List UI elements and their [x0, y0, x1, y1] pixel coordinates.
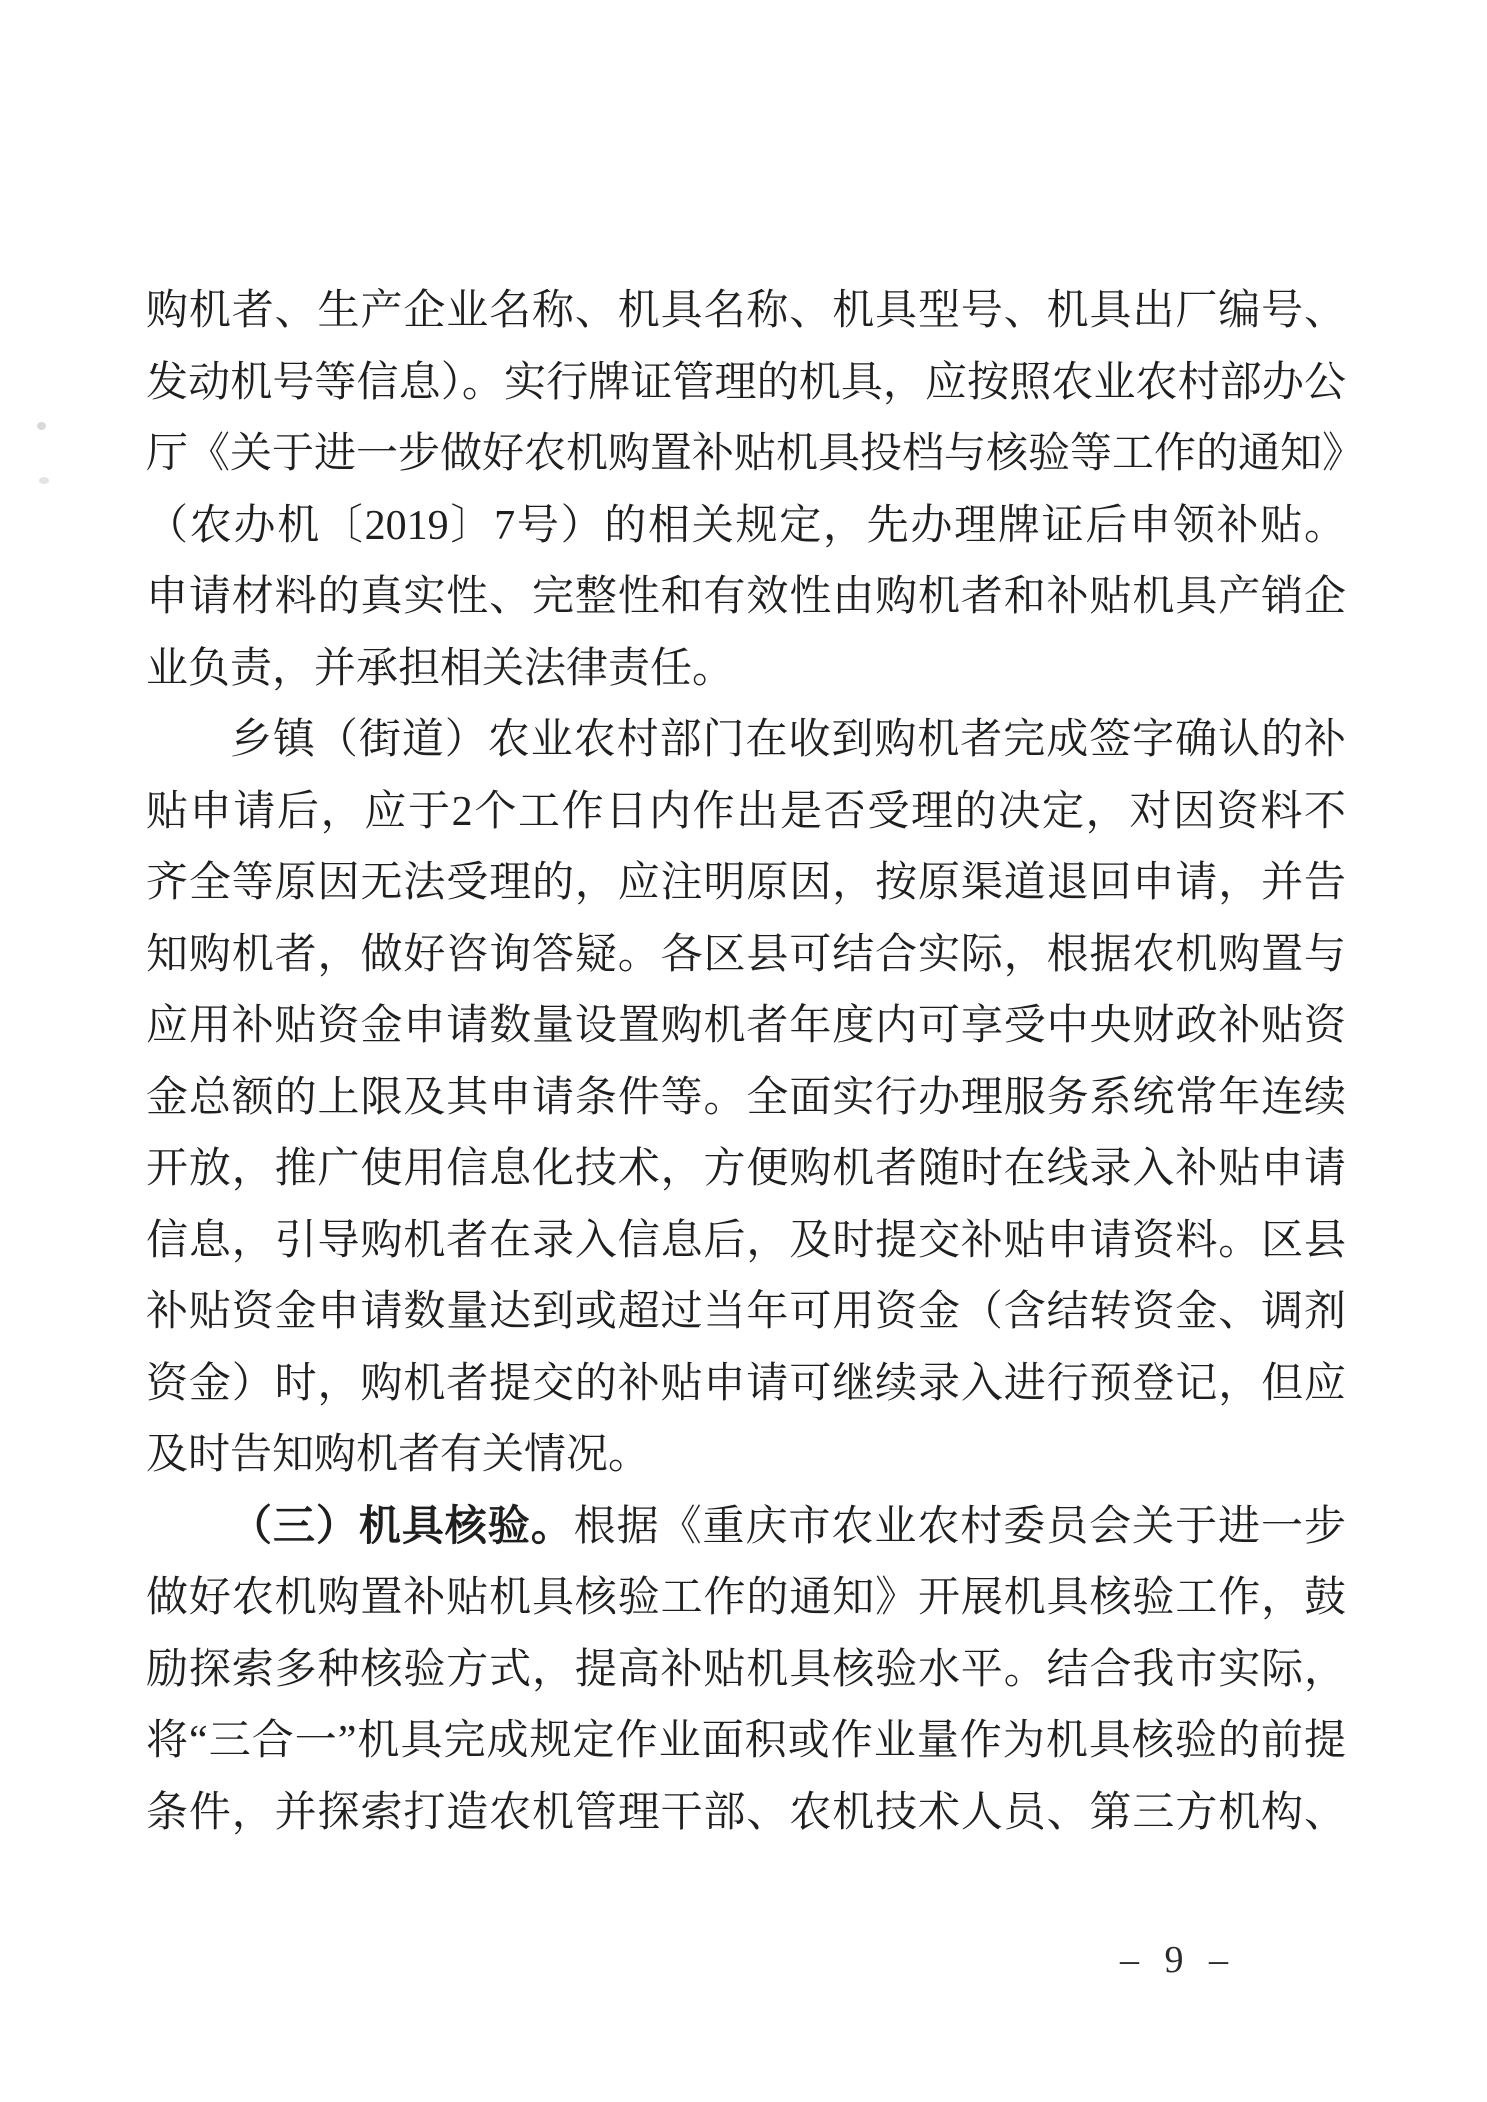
text-line-content: 信息，引导购机者在录入信息后，及时提交补贴申请资料。区县: [146, 1217, 1346, 1264]
text-line-content: （农办机〔2019〕7号）的相关规定，先办理牌证后申领补贴。: [146, 502, 1346, 549]
text-line-content: 金总额的上限及其申请条件等。全面实行办理服务系统常年连续: [146, 1074, 1346, 1121]
text-line: [146, 777, 1346, 849]
body-text: [146, 276, 1365, 1849]
text-line: [146, 562, 1346, 634]
page-number: – 9 –: [1120, 1939, 1236, 1981]
scan-artifact: [39, 477, 49, 484]
text-line-content: 贴申请后，应于2个工作日内作出是否受理的决定，对因资料不: [146, 788, 1346, 835]
text-line-content: 资金）时，购机者提交的补贴申请可继续录入进行预登记，但应: [146, 1360, 1346, 1407]
text-line: [146, 1778, 1346, 1850]
text-line: [146, 491, 1346, 563]
text-line: [146, 276, 1346, 348]
text-line: [146, 1420, 1346, 1492]
text-line-content: 将“三合一”机具完成规定作业面积或作业量作为机具核验的前提: [146, 1718, 1346, 1764]
text-line-content: 补贴资金申请数量达到或超过当年可用资金（含结转资金、调剂: [146, 1289, 1346, 1335]
text-line: [146, 1635, 1346, 1707]
text-line: [146, 1206, 1346, 1278]
text-line: [146, 705, 1346, 777]
text-line: [146, 1492, 1346, 1564]
paragraph-heading: （三）机具核验。: [230, 1503, 574, 1550]
text-line: [146, 1063, 1346, 1135]
text-line: [146, 419, 1365, 491]
text-line: [146, 1563, 1346, 1635]
text-line: [146, 348, 1346, 420]
text-line: [146, 1134, 1346, 1206]
text-line: [146, 634, 1346, 706]
text-line-content: 发动机号等信息）。实行牌证管理的机具，应按照农业农村部办公: [146, 359, 1346, 406]
text-line: [146, 1277, 1346, 1349]
text-line-content: 开放，推广使用信息化技术，方便购机者随时在线录入补贴申请: [146, 1146, 1346, 1192]
text-line-content: 及时告知购机者有关情况。: [146, 1432, 651, 1478]
text-line-content: 做好农机购置补贴机具核验工作的通知》开展机具核验工作，鼓: [146, 1575, 1346, 1621]
text-line-content: 根据《重庆市农业农村委员会关于进一步: [573, 1503, 1346, 1550]
text-line-content: 应用补贴资金申请数量设置购机者年度内可享受中央财政补贴资: [146, 1003, 1346, 1049]
text-line-content: 知购机者，做好咨询答疑。各区县可结合实际，根据农机购置与: [146, 931, 1346, 978]
text-line: [146, 920, 1346, 992]
text-line-content: 条件，并探索打造农机管理干部、农机技术人员、第三方机构、: [146, 1789, 1346, 1836]
text-line: [146, 1706, 1346, 1778]
text-line-content: 厅《关于进一步做好农机购置补贴机具投档与核验等工作的通知》: [146, 431, 1365, 477]
text-line-content: 业负责，并承担相关法律责任。: [146, 645, 735, 692]
text-line-content: 购机者、生产企业名称、机具名称、机具型号、机具出厂编号、: [146, 288, 1346, 334]
text-line-content: 励探索多种核验方式，提高补贴机具核验水平。结合我市实际，: [146, 1646, 1346, 1693]
scan-artifact: [37, 422, 46, 430]
text-line-content: 申请材料的真实性、完整性和有效性由购机者和补贴机具产销企: [146, 574, 1346, 620]
text-line: [146, 848, 1346, 920]
text-line: [146, 1349, 1346, 1421]
text-line: [146, 991, 1346, 1063]
text-line-content: 齐全等原因无法受理的，应注明原因，按原渠道退回申请，并告: [146, 860, 1346, 906]
text-line-content: 乡镇（街道）农业农村部门在收到购机者完成签字确认的补: [230, 717, 1346, 763]
